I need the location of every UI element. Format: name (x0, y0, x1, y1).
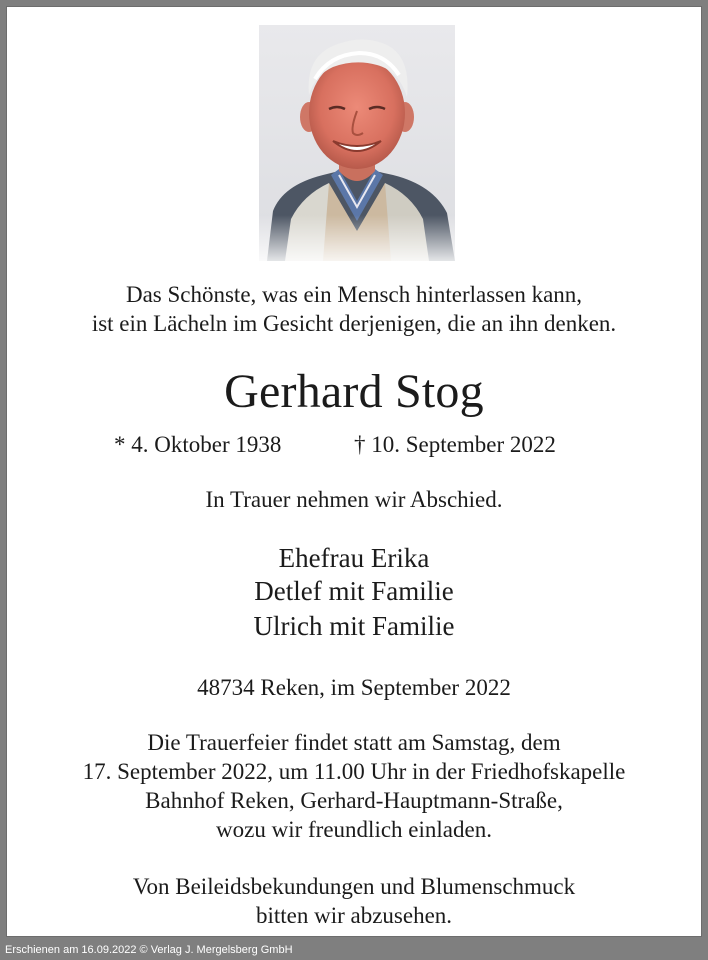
funeral-line: wozu wir freundlich einladen. (216, 817, 492, 842)
publication-footer: Erschienen am 16.09.2022 © Verlag J. Mergelsberg GmbH (5, 944, 293, 956)
family-member: Ulrich mit Familie (253, 611, 455, 641)
death-date: † 10. September 2022 (354, 432, 556, 457)
quote-line: Das Schönste, was ein Mensch hinterlassen kann, (125, 282, 583, 307)
quote-line: ist ein Lächeln im Gesicht derjenigen, die an ihn denken. (91, 311, 617, 336)
funeral-line: Bahnhof Reken, Gerhard-Hauptmann-Straße, (145, 788, 563, 813)
portrait-photo (259, 25, 455, 261)
place-date: 48734 Reken, im September 2022 (197, 675, 511, 700)
family-member: Detlef mit Familie (254, 576, 454, 606)
birth-date: * 4. Oktober 1938 (114, 432, 282, 457)
condolence-line: Von Beileidsbekundungen und Blumenschmuck (132, 874, 576, 899)
funeral-line: 17. September 2022, um 11.00 Uhr in der Friedhofskapelle (82, 759, 626, 784)
deceased-name: Gerhard Stog (224, 365, 484, 418)
obituary-card (7, 7, 701, 936)
mourning-line: In Trauer nehmen wir Abschied. (205, 487, 503, 512)
funeral-line: Die Trauerfeier findet statt am Samstag, dem (147, 730, 561, 755)
condolence-line: bitten wir abzusehen. (255, 903, 453, 928)
family-member: Ehefrau Erika (278, 543, 430, 573)
